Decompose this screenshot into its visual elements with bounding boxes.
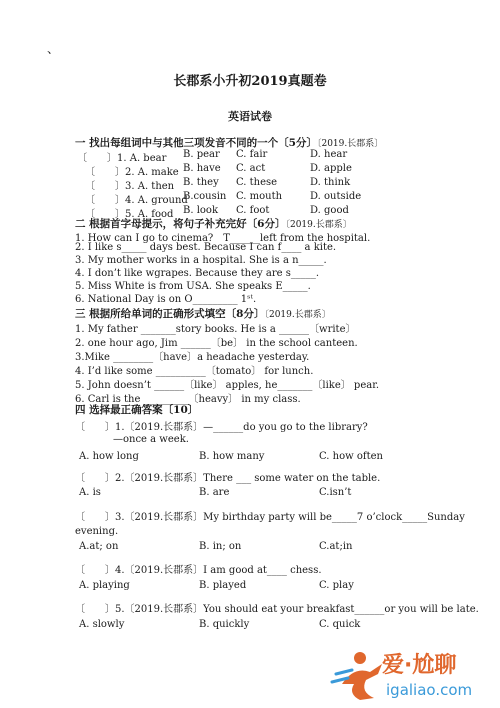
answer-bracket: 〔 〕 bbox=[85, 209, 125, 220]
q4-option-b: B. played bbox=[199, 580, 247, 591]
q3-stem-cont: evening. bbox=[75, 526, 119, 537]
q3-option-b: B. in; on bbox=[199, 541, 242, 552]
option-a: 4. A. ground bbox=[125, 195, 188, 206]
watermark-brand-cn: 爱·尬聊 bbox=[382, 653, 457, 678]
section1-tag: 〔2019.长郡系〕 bbox=[316, 139, 384, 149]
s3-line-2: 2. one hour ago, Jim ______〔be〕 in the school canteen. bbox=[75, 338, 358, 349]
s1-row-2-c: C. act bbox=[236, 163, 266, 174]
q2-stem: 〔 〕2.〔2019.长郡系〕There ___ some water on the table. bbox=[75, 473, 381, 484]
s1-row-1-c: C. fair bbox=[236, 149, 268, 160]
s2-line-2: 2. I like s_____ days best. Because I can f____ a kite. bbox=[75, 242, 337, 253]
s1-row-4-b: B.cousin bbox=[183, 191, 227, 202]
section2-tag: 〔2019.长郡系〕 bbox=[285, 220, 352, 230]
stray-mark: 、 bbox=[47, 42, 60, 56]
q1-option-b: B. how many bbox=[199, 451, 265, 462]
section4-heading: 四 选择最正确答案〔10〕 bbox=[75, 404, 199, 416]
q3-stem: 〔 〕3.〔2019.长郡系〕My birthday party will be_____7 o’clock_____Sunday bbox=[75, 512, 465, 523]
q4-option-a: A. playing bbox=[79, 580, 130, 591]
s3-line-1: 1. My father _______story books. He is a ______〔write〕 bbox=[75, 324, 356, 335]
s1-row-2-b: B. have bbox=[183, 163, 221, 174]
s1-row-2 bbox=[85, 163, 179, 178]
s2-line-3: 3. My mother works in a hospital. She is a n_____. bbox=[75, 255, 327, 266]
s1-row-4-d: D. outside bbox=[310, 191, 362, 202]
option-a: 2. A. make bbox=[125, 167, 179, 178]
q1-stem: 〔 〕1.〔2019.长郡系〕—______do you go to the library? bbox=[75, 422, 368, 433]
s1-row-5-b: B. look bbox=[183, 205, 219, 216]
q1-option-c: C. how often bbox=[319, 451, 383, 462]
s2-line-4: 4. I don’t like wgrapes. Because they are s_____. bbox=[75, 268, 320, 279]
q3-option-a: A.at; on bbox=[79, 541, 119, 552]
q2-option-a: A. is bbox=[79, 487, 101, 498]
section1-heading bbox=[75, 135, 383, 150]
s2-line-1: 1. How can I go to cinema? T______left from the hospital. bbox=[75, 233, 371, 244]
s1-row-3-d: D. think bbox=[310, 177, 351, 188]
s2-line-5: 5. Miss White is from USA. She speaks E_____. bbox=[75, 281, 311, 292]
q5-stem: 〔 〕5.〔2019.长郡系〕You should eat your breakfast______or you will be late. bbox=[75, 604, 479, 615]
s1-row-5-c: C. foot bbox=[236, 205, 270, 216]
option-a: 5. A. food bbox=[125, 209, 174, 220]
page-title: 长郡系小升初2019真题卷 bbox=[173, 74, 327, 89]
q2-option-b: B. are bbox=[199, 487, 230, 498]
s1-row-1 bbox=[77, 149, 166, 164]
s1-row-4-c: C. mouth bbox=[236, 191, 283, 202]
s1-row-3 bbox=[85, 177, 174, 192]
q4-stem: 〔 〕4.〔2019.长郡系〕I am good at____ chess. bbox=[75, 565, 322, 576]
s3-line-4: 4. I’d like some __________〔tomato〕 for lunch. bbox=[75, 366, 314, 377]
option-a: 1. A. bear bbox=[117, 153, 167, 164]
section2-heading-text: 二 根据首字母提示，将句子补充完好〔6分〕 bbox=[75, 218, 286, 230]
s3-line-3: 3.Mike ________〔have〕a headache yesterday. bbox=[75, 352, 310, 363]
section3-tag: 〔2019.长郡系〕 bbox=[264, 310, 331, 320]
s3-line-5: 5. John doesn’t ______〔like〕 apples, he_______〔like〕 pear. bbox=[75, 380, 380, 391]
s1-row-3-b: B. they bbox=[183, 177, 219, 188]
watermark-brand-url: igaliao.com bbox=[386, 681, 473, 699]
section3-heading-text: 三 根据所给单词的正确形式填空〔8分〕 bbox=[75, 308, 265, 320]
q3-option-c: C.at;in bbox=[319, 541, 353, 552]
section3-heading bbox=[75, 306, 331, 321]
answer-bracket: 〔 〕 bbox=[77, 153, 117, 164]
s1-row-2-d: D. apple bbox=[310, 163, 352, 174]
answer-bracket: 〔 〕 bbox=[85, 167, 125, 178]
q5-option-b: B. quickly bbox=[199, 619, 250, 630]
s2-line-6: 6. National Day is on O_________ 1ˢᵗ. bbox=[75, 294, 257, 305]
s1-row-3-c: C. these bbox=[236, 177, 278, 188]
q4-option-c: C. play bbox=[319, 580, 354, 591]
option-a: 3. A. then bbox=[125, 181, 175, 192]
s1-row-1-b: B. pear bbox=[183, 149, 220, 160]
q1-option-a: A. how long bbox=[79, 451, 139, 462]
q5-option-a: A. slowly bbox=[79, 619, 125, 630]
answer-bracket: 〔 〕 bbox=[85, 195, 125, 206]
answer-bracket: 〔 〕 bbox=[85, 181, 125, 192]
page-subtitle: 英语试卷 bbox=[228, 110, 272, 123]
section1-heading-text: 一 找出每组词中与其他三项发音不同的一个〔5分〕 bbox=[75, 137, 317, 149]
s1-row-4 bbox=[85, 191, 188, 206]
q2-option-c: C.isn’t bbox=[319, 487, 352, 498]
q1-stem-cont: —once a week. bbox=[113, 434, 189, 445]
s1-row-1-d: D. hear bbox=[310, 149, 348, 160]
s3-line-6: 6. Carl is the _________〔heavy〕 in my class. bbox=[75, 394, 301, 405]
q5-option-c: C. quick bbox=[319, 619, 361, 630]
s1-row-5-d: D. good bbox=[310, 205, 349, 216]
